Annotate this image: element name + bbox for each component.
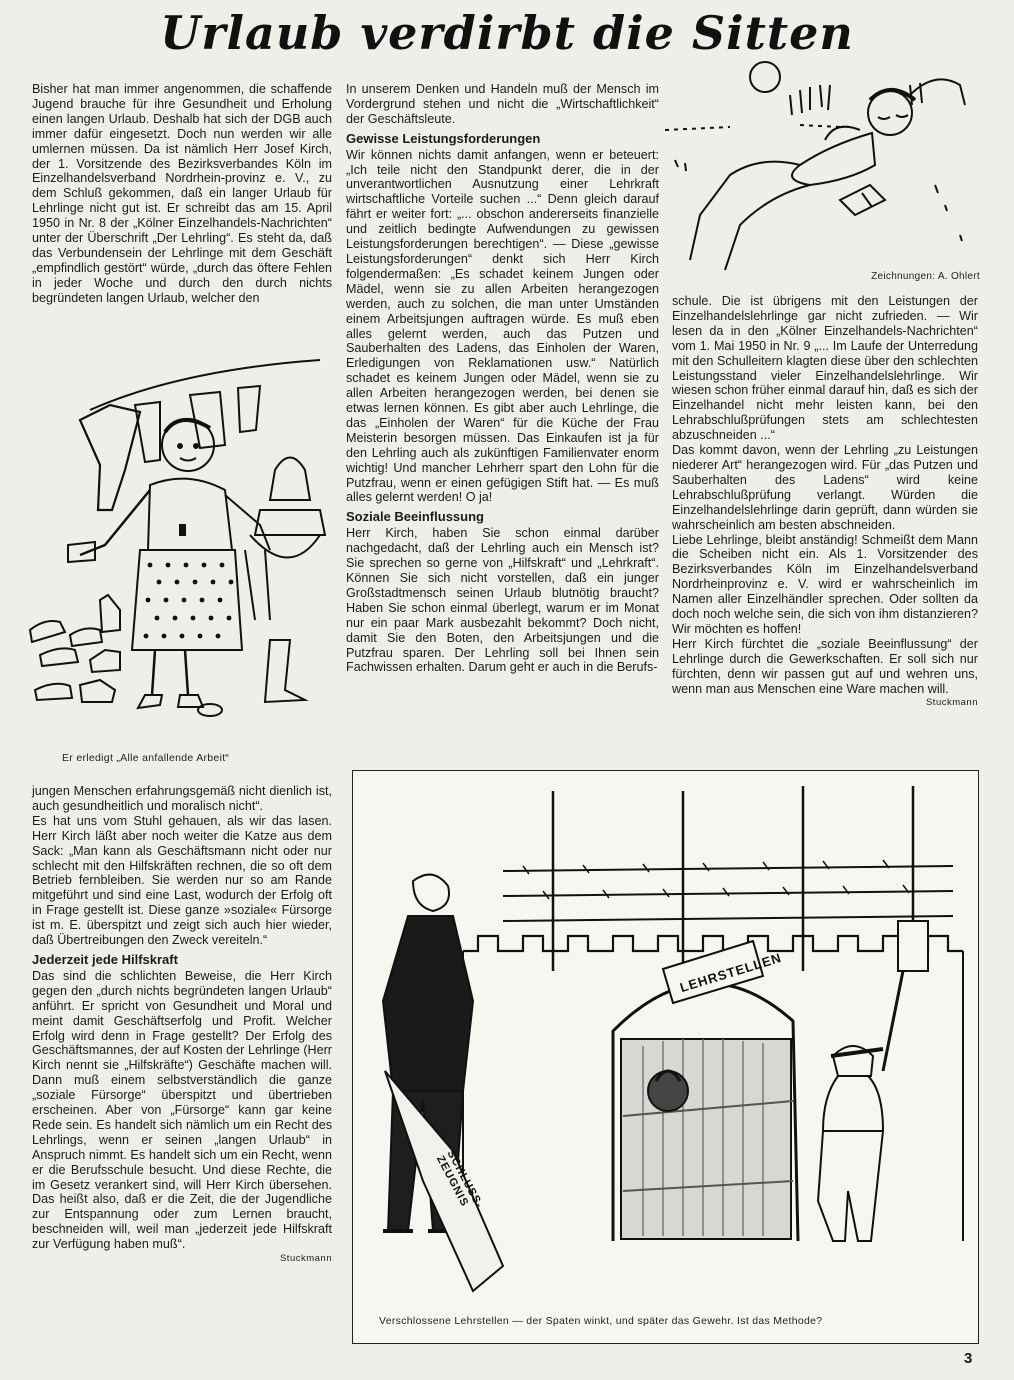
section-heading: Jederzeit jede Hilfskraft [32,951,178,967]
author-signature: Stuckmann [925,697,978,709]
paragraph: Das kommt davon, wenn der Lehrling „zu Leistungen niederer Art“ herangezogen wird. Für „das Putzen und Sauberhalten des Ladens“ wird keine Lehrabschlußprüfung verlangt. Würden die Einzelhandelslehrlinge darin geprüft, dann würden sie wahrscheinlich am besten abschneiden. [672,443,978,532]
column-1-top [32,82,332,306]
apprentice-caption: Er erledigt „Alle anfallende Arbeit“ [62,752,230,764]
page-number: 3 [964,1350,973,1367]
paragraph: schule. Die ist übrigens mit den Leistungen der Einzelhandelslehrlinge gar nicht zufrieden. — Wir lesen da in den „Kölner Einzelhandels-Nachrichten“ vom 1. Mai 1950 in Nr. 9 „... Im Laufe der Unterredung mit den Schulleitern klagten diese über den schlechten Leistungsstand vieler Einzelhandelslehrlinge. Wir wiesen schon früher einmal darauf hin, daß es sich der Einzelhandel nicht mehr leisten kann, bei den Lehrabschlußprüfungen stets am schlechtesten abzuschneiden ...“ [672,294,978,443]
paragraph: Herr Kirch, haben Sie schon einmal darüber nachgedacht, daß der Lehrling auch ein Mensch ist? Sie sprechen so gerne von „Hilfskraft“ und „Lehrkraft“. Können Sie sich nicht vorstellen, daß ein junger Großstadtmensch seinen Urlaub blutnötig braucht? Haben Sie schon einmal überlegt, warum er im Monat nur ein paar Mark ausbezahlt bekommt? Doch nicht, damit Sie den Boten, den Arbeitsjungen und die Putzfrau sparen. Der Lehrling soll bei Ihnen sein Fachwissen erhalten. Darum geht er auch in die Berufs- [346,526,659,675]
paragraph: jungen Menschen erfahrungsgemäß nicht dienlich ist, auch gesundheitlich und moralisch nicht“. [32,784,332,813]
illustration-credit: Zeichnungen: A. Ohlert [871,271,980,282]
column-3 [672,294,978,711]
cartoon-caption: Verschlossene Lehrstellen — der Spaten winkt, und später das Gewehr. Ist das Methode? [379,1315,823,1327]
paragraph: Herr Kirch fürchtet die „soziale Beeinflussung“ der Lehrlinge durch die Gewerkschaften. Er soll sich nur fürchten, denn wir passen gut auf und wehren uns, wenn man aus Menschen eine Ware machen will. [672,636,978,696]
paragraph: Das sind die schlichten Beweise, die Herr Kirch gegen den „durch nichts begründeten langen Urlaub“ anführt. Er spricht von Gesundheit und Moral und meint damit Geschäftserfolg und Profit. Welcher Erfolg wird denn in Frage gestellt? Der Erfolg des Geschäftsmannes, der auf Kosten der Lehrlinge (Herr Kirch nennt sie „Hilfskräfte“) Geschäfte machen will. Dann muß einem selbstverständlich die ganze „soziale Fürsorge“ überspitzt und übertrieben erscheinen. Aber von „Fürsorge“ kann gar keine Rede sein. Es handelt sich nämlich um ein Recht des Lehrlings, wenn er seinen „langen Urlaub“ in Anspruch nimmt. Es handelt sich um ein Recht, wenn er die Berufsschule besucht. Und diese Rechte, die im Gesetz verankert sind, will Herr Kirch übersehen. Das heißt also, daß er die Zeit, die der Jugendliche zur Entspannung oder zum Lernen braucht, beschneiden will, weil man „jederzeit jede Hilfskraft zur Verfügung haben muß“. [32,968,332,1252]
author-signature: Stuckmann [279,1253,332,1265]
certificate-label: SCHLUSS-ZEUGNIS [433,1148,486,1211]
cartoon-drawing [353,771,978,1309]
column-2 [346,82,659,675]
cartoon-frame [352,770,979,1344]
section-heading: Gewisse Leistungsforderungen [346,130,541,146]
column-1-bottom [32,784,332,1267]
paragraph: Es hat uns vom Stuhl gehauen, als wir das lasen. Herr Kirch läßt aber noch weiter die Katze aus dem Sack: „Man kann als Geschäftsmann nicht oder nur schlecht mit den Hilfskräften rechnen, die so oft dem Betrieb fernbleiben. Sie werden nur so am Rande mitgeführt und sind eine Last, wodurch der Erfolg oft in Frage gestellt ist. Diese ganze »soziale« Fürsorge ist m. E. überspitzt und zeigt sich auch hier wieder, daß Übertreibungen den Zweck vereiteln.“ [32,813,332,948]
paragraph: Wir können nichts damit anfangen, wenn er beteuert: „Ich teile nicht den Standpunkt derer, die in der unverantwortlichen Ausnutzung einer Lehrkraft wirtschaftliche Vorteile suchen ...“ Denn gleich darauf fährt er weiter fort: „... obschon andererseits finanzielle und zeitlich bedingte Aufwendungen zu gewissen Leistungsforderungen berechtigen“. — Diese „gewisse Leistungsforderungen“ denkt sich Herr Kirch folgendermaßen: „Es schadet keinem Jungen oder Mädel, wenn sie zu allen Arbeiten herangezogen werden, auch zu solchen, die man unter Umständen einem Arbeitsjungen auftragen würde. Es muß eben alles gelernt werden, auch das Putzen und Sauberhalten des Ladens, das Einholen der Waren, Erledigungen von Reklamationen usw.“ Natürlich schadet es keinem Jungen oder Mädel, wenn sie zu allen Arbeiten herangezogen werden, bei denen sie etwas lernen können. Es gibt aber auch Lehrlinge, die das „Einholen der Waren“ für die Küche der Frau Meisterin besorgen müssen. Das Einkaufen ist ja für den Lehrling auch als zukünftigen Familienvater enorm wichtig! Und mancher Lehrherr spart den Lohn für die Putzfrau, wenn er einen gefügigen Stift hat. — Es muß alles gelernt werden! O ja! [346,147,659,505]
paragraph: In unserem Denken und Handeln muß der Mensch im Vordergrund stehen und nicht die „Wirtschaftlichkeit“ der Geschäftsleute. [346,82,659,126]
paragraph: Liebe Lehrlinge, bleibt anständig! Schmeißt dem Mann die Scheiben nicht ein. Als 1. Vorsitzender des Bezirksverbandes Köln im Einzelhandelsverband Nordrheinprovinz e. V. wird er wahrscheinlich im Namen aller Einzelhändler sprechen. Oder sollten da doch noch welche sein, die sich von ihm distanzieren? Wir möchten es hoffen! [672,532,978,636]
headline: Urlaub verdirbt die Sitten [160,6,854,60]
apprentice-illustration [20,350,340,740]
paragraph: Bisher hat man immer angenommen, die schaffende Jugend brauche für ihre Gesundheit und Erholung einen langen Urlaub. Deshalb hat sich der DGB auch immer dafür eingesetzt. Doch nun werden wir alle umlernen müssen. Da ist nämlich Herr Josef Kirch, der 1. Vorsitzende des Bezirksverbandes Köln im Einzelhandelsverband Nordrhein-provinz e. V., zu dem Schluß gekommen, daß ein langer Urlaub für Lehrlinge nicht gut ist. Er schreibt das am 15. April 1950 in Nr. 8 der „Kölner Einzelhandels-Nachrichten“ unter der Überschrift „Der Lehrling“. Es steht da, daß das Verbundensein der Lehrlinge mit dem Geschäft „empfindlich gestört“ würde, „durch das öftere Fehlen in jeder Woche und durch den durch nichts begründeten langen Urlaub, welcher den [32,82,332,305]
sunbathing-illustration [660,55,990,280]
gate-sign-label: LEHRSTELLEN [678,949,784,996]
section-heading: Soziale Beeinflussung [346,509,484,525]
